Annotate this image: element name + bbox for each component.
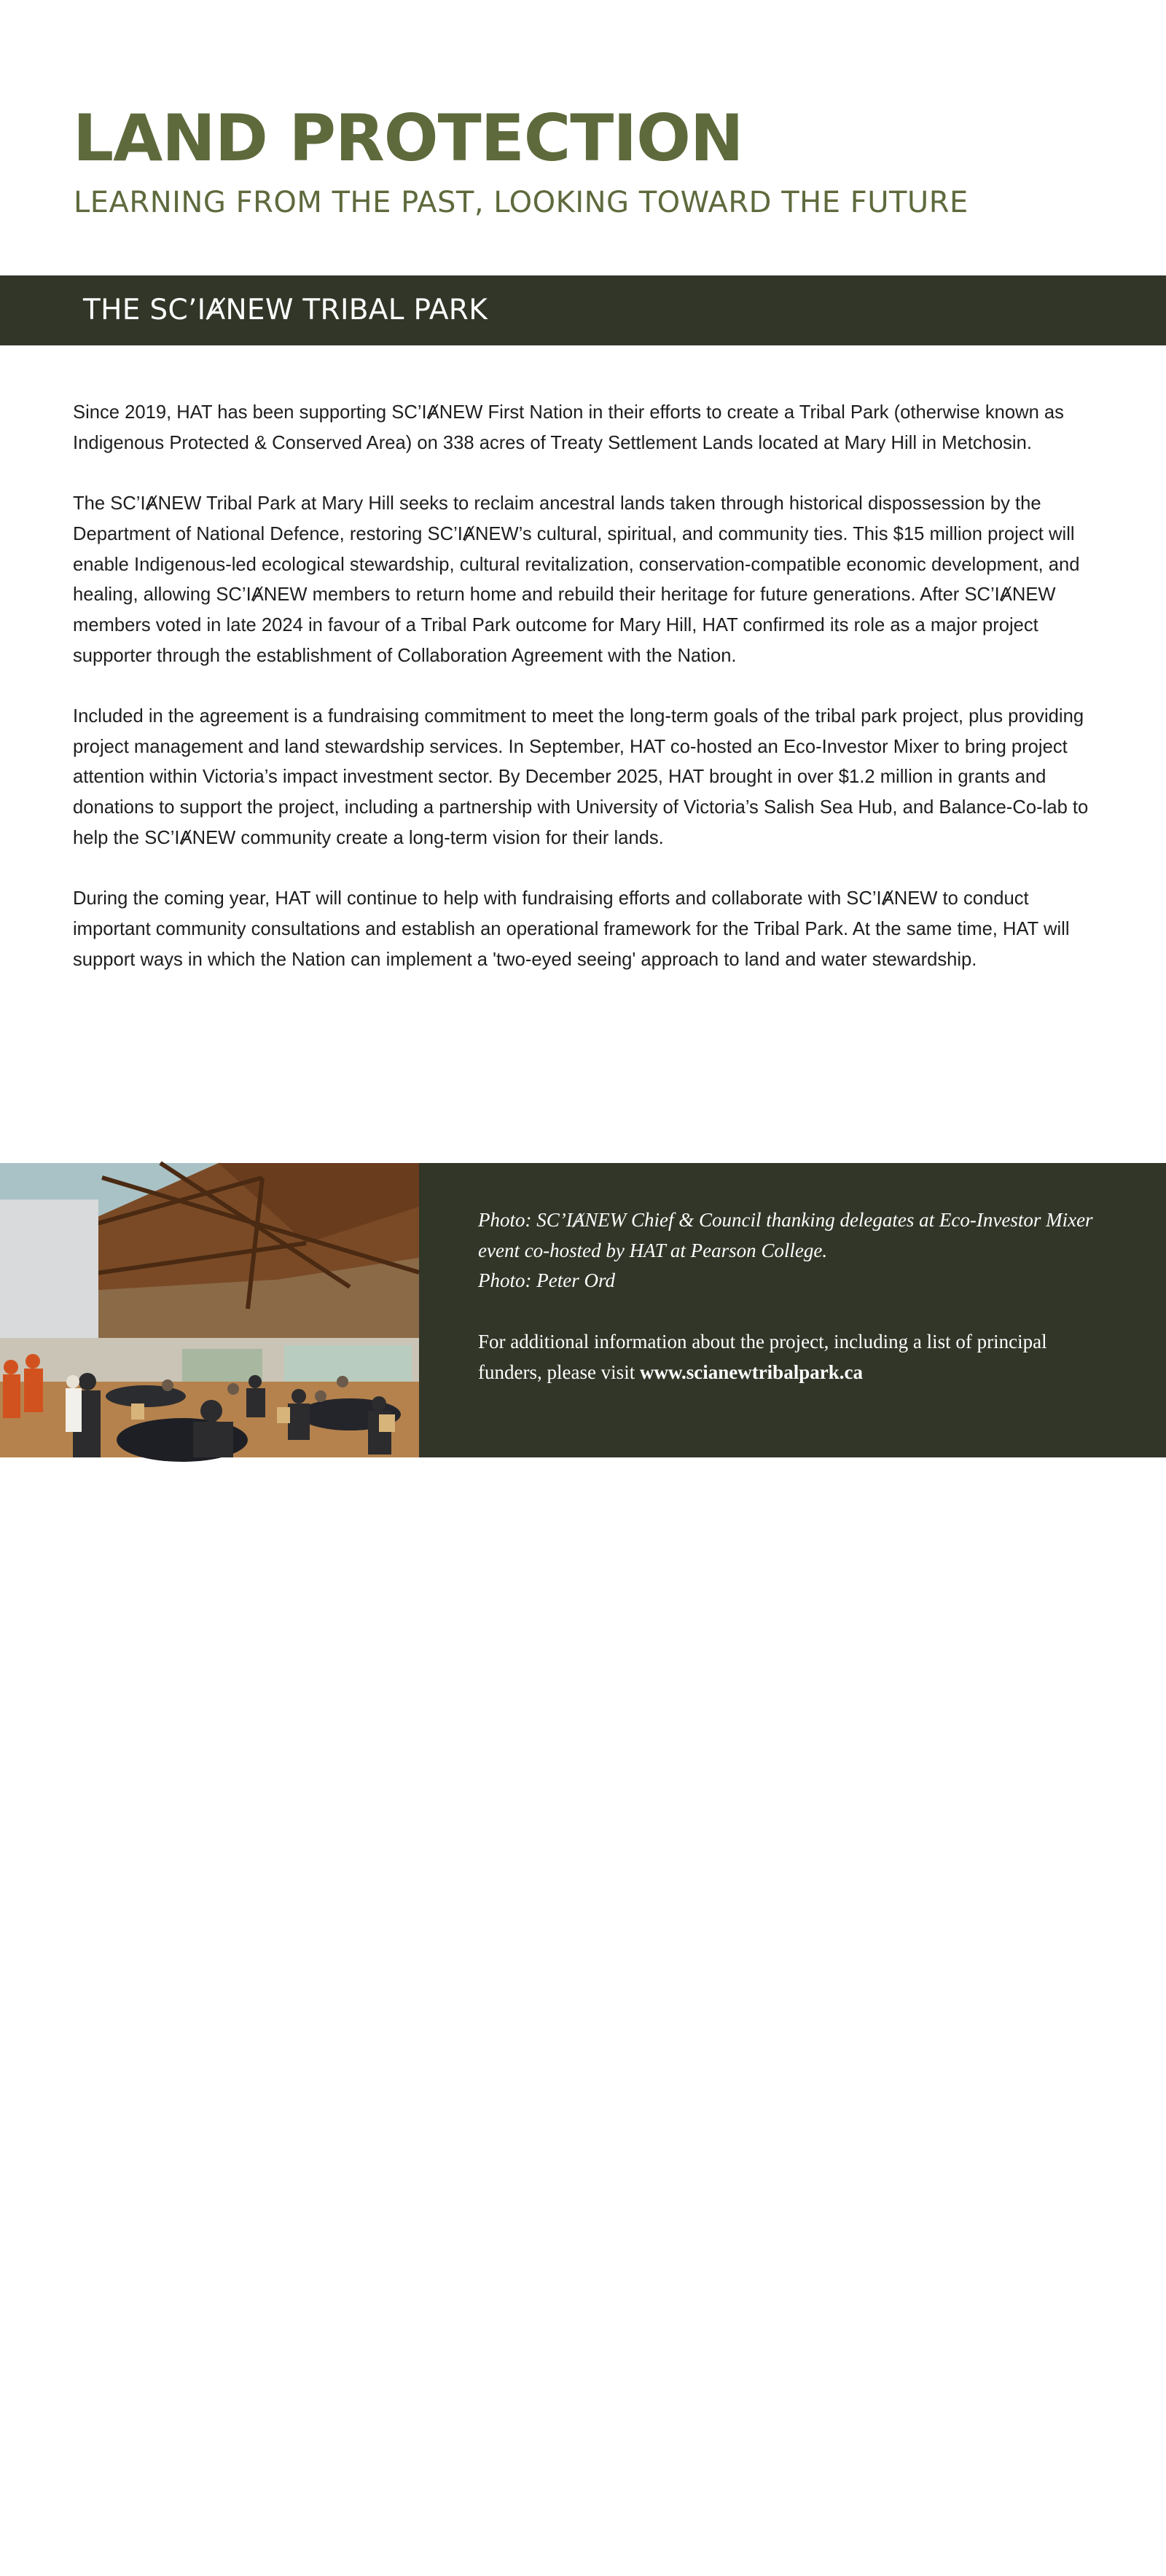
- caption-block: [478, 1205, 1105, 1387]
- photo-credit: Photo: Peter Ord: [478, 1269, 615, 1292]
- page-number: 8: [36, 2549, 48, 2575]
- paragraph-3: Included in the agreement is a fundraising commitment to meet the long-term goals of the tribal park project, plus providing project management and land stewardship services. In September, HAT co-hosted an Eco-Investor Mixer to bring project attention within Victoria’s impact investment sector. By December 2025, HAT brought in over $1.2 million in grants and donations to support the project, including a partnership with University of Victoria’s Salish Sea Hub, and Balance-Co-lab to help the SC’IȺNEW community create a long-term vision for their lands.: [73, 706, 1089, 848]
- more-info-text: For additional information about the project, including a list of principal funders, please visit: [478, 1330, 1047, 1383]
- paragraph-1: Since 2019, HAT has been supporting SC’IȺNEW First Nation in their efforts to create a Tribal Park (otherwise known as Indigenous Protected & Conserved Area) on 338 acres of Treaty Settlement Lands located at Mary Hill in Metchosin.: [73, 402, 1064, 453]
- paragraph-4: During the coming year, HAT will continue to help with fundraising efforts and collaborate with SC’IȺNEW to conduct important community consultations and establish an operational framework for the Tribal Park. At the same time, HAT will support ways in which the Nation can implement a 'two-eyed seeing' approach to land and water stewardship.: [73, 888, 1070, 970]
- caption-panel: [419, 1163, 1166, 1457]
- body-text: [73, 398, 1100, 1006]
- section-heading: THE SC’IȺNEW TRIBAL PARK: [83, 294, 488, 326]
- paragraph-2: The SC’IȺNEW Tribal Park at Mary Hill seeks to reclaim ancestral lands taken through historical dispossession by the Department of National Defence, restoring SC’IȺNEW’s cultural, spiritual, and community ties. This $15 million project will enable Indigenous-led ecological stewardship, cultural revitalization, conservation-compatible economic development, and healing, allowing SC’IȺNEW members to return home and rebuild their heritage for future generations. After SC’IȺNEW members voted in late 2024 in favour of a Tribal Park outcome for Mary Hill, HAT confirmed its role as a major project supporter through the establishment of Collaboration Agreement with the Nation.: [73, 493, 1080, 666]
- photo-caption: Photo: SC’IȺNEW Chief & Council thanking delegates at Eco-Investor Mixer event co-hosted by HAT at Pearson College.: [478, 1209, 1093, 1261]
- more-info: [478, 1327, 1105, 1387]
- event-photo: [0, 1163, 419, 2575]
- section-banner: [0, 275, 1166, 345]
- page-subtitle: LEARNING FROM THE PAST, LOOKING TOWARD THE FUTURE: [74, 186, 969, 219]
- website-link[interactable]: www.scianewtribalpark.ca: [639, 1361, 863, 1383]
- page-title: LAND PROTECTION: [73, 101, 743, 176]
